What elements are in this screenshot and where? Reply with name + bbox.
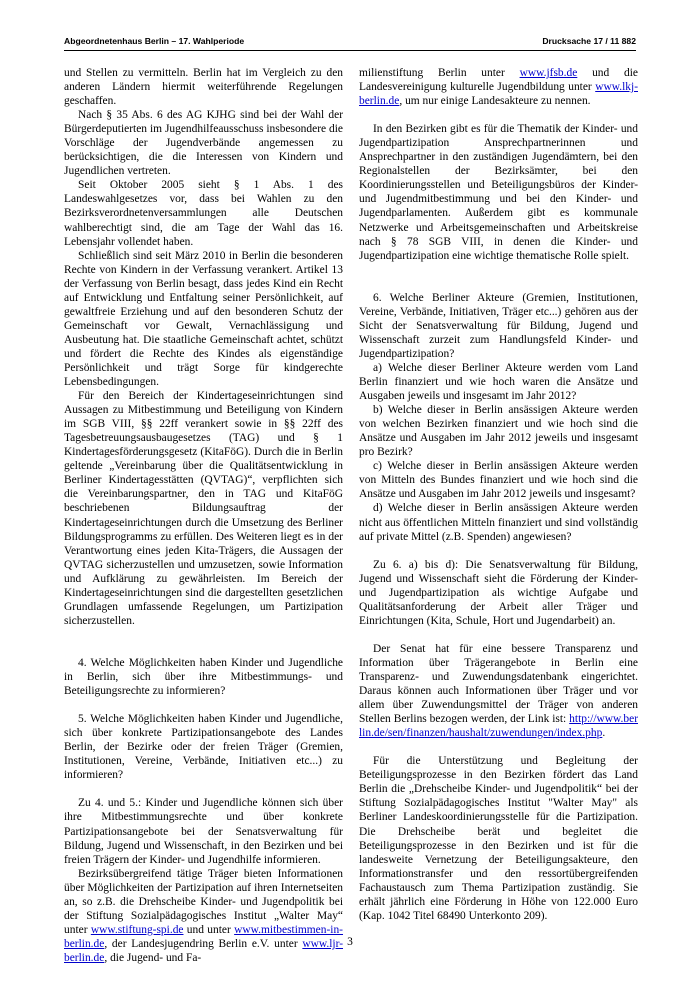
paragraph: und Stellen zu vermitteln. Berlin hat im Vergleich zu den anderen Ländern hiermit weiterführende Regelungen geschaffen.: [64, 67, 343, 108]
header-right: Drucksache 17 / 11 882: [542, 36, 636, 46]
paragraph: Schließlich sind seit März 2010 in Berlin die besonderen Rechte von Kindern in der Verfassung verankert. Artikel 13 der Verfassung von Berlin besagt, dass jedes Kind ein Recht auf Entwicklung und Entfaltung seiner Persönlichkeit, auf gewaltfreie Erziehung und auf den besonderen Schutz der Gemeinschaft vor Gewalt, Vernachlässigung und Ausbeutung hat. Die staatliche Gemeinschaft achtet, schützt und fördert die Rechte des Kindes als eigenständige Persönlichkeit und trägt Sorge für kindgerechte Lebensbedingungen.: [64, 249, 343, 389]
link-berlin-zuwendungen[interactable]: http://www.berlin.de/sen/finanzen/haushalt/zuwendungen/index.php: [359, 713, 638, 740]
paragraph: Für den Bereich der Kindertageseinrichtungen sind Aussagen zu Mitbestimmung und Beteiligung von Kindern im SGB VIII, §§ 22ff verankert sowie in §§ 22ff des Tagesbetreuungsausbaugesetzes (TAG) und § 1 Kindertagesförderungsgesetz (KitaFöG). Durch die in Berlin geltende „Vereinbarung über die Qualitätsentwicklung in Berliner Kindertagesstätten (QVTAG)“, verpflichten sich die Vereinbarungspartner, den in TAG und KitaFöG beschriebenen Bildungsauftrag der Kindertageseinrichtungen durch die Umsetzung des Berliner Bildungsprogramms zu erfüllen. Des Weiteren liegt es in der Verantwortung eines jeden Kita-Trägers, die Aussagen der QVTAG sicherzustellen und umzusetzen, sowie Information und Aufklärung zu gewährleisten. Im Bereich der Kindertageseinrichtungen sind die dargestellten gesetzlichen Grundlagen umfassende Regelungen, um Partizipation sicherzustellen.: [64, 390, 343, 627]
paragraph: Seit Oktober 2005 sieht § 1 Abs. 1 des Landeswahlgesetzes vor, dass bei Wahlen zu den Bezirksverordnetenversammlungen alle Deutschen wahlberechtigt sind, die am Tage der Wahl das 16. Lebensjahr vollendet haben.: [64, 179, 343, 248]
page-number: 3: [347, 936, 353, 948]
left-column: [64, 66, 343, 965]
link-mitbestimmen[interactable]: www.mitbestimmen-in-berlin.de: [64, 923, 343, 950]
link-lkj-berlin[interactable]: www.lkj-berlin.de: [359, 81, 638, 108]
paragraph: Für die Unterstützung und Begleitung der Beteiligungsprozesse in den Bezirken fördert das Land Berlin die „Drehscheibe Kinder- und Jugendpolitik“ bei der Stiftung Sozialpädagogisches Institut "Walter May" als Berliner Landeskoordinierungsstelle für die Partizipation. Die Drehscheibe berät und begleitet die Beteiligungsprozesse in den Bezirken und ist für die landesweite Vernetzung der Beteiligungsakteure, den Informationstransfer und den ressortübergreifenden Fachaustausch zum Thema Partizipation zuständig. Sie erhält jährlich eine Förderung in Höhe von 122.000 Euro (Kap. 1042 Titel 68490 Unterkonto 209).: [359, 755, 638, 922]
paragraph: Nach § 35 Abs. 6 des AG KJHG sind bei der Wahl der Bürgerdeputierten im Jugendhilfeausschuss insbesondere die Vorschläge der Jugendverbände angemessen zu berücksichtigen, die die Interessen von Kindern und Jugendlichen vertreten.: [64, 109, 343, 178]
question-6: 6. Welche Berliner Akteure (Gremien, Institutionen, Vereine, Verbände, Initiativen, Träger etc...) gehören aus der Sicht der Senatsverwaltung für Bildung, Jugend und Wissenschaft zurzeit zum Handlungsfeld Kinder- und Jugendpartizipation?: [359, 291, 638, 360]
question-6a: a) Welche dieser Berliner Akteure werden vom Land Berlin finanziert und wie hoch waren die Ansätze und Ausgaben jeweils und insgesamt im Jahr 2012?: [359, 361, 638, 403]
question-6b: b) Welche dieser in Berlin ansässigen Akteure werden von welchen Bezirken finanziert und wie hoch sind die Ansätze und Ausgaben im Jahr 2012 jeweils und insgesamt pro Bezirk?: [359, 404, 638, 459]
question-4: 4. Welche Möglichkeiten haben Kinder und Jugendliche in Berlin, sich über ihre Mitbestimmungs- und Beteiligungsrechte zu informieren?: [64, 656, 343, 698]
header-left: Abgeordnetenhaus Berlin – 17. Wahlperiode: [64, 36, 245, 46]
link-stiftung-spi[interactable]: www.stiftung-spi.de: [90, 923, 184, 936]
link-ljr-berlin[interactable]: www.ljr-berlin.de: [64, 937, 343, 964]
question-5: 5. Welche Möglichkeiten haben Kinder und Jugendliche, sich über konkrete Partizipationsangebote des Landes Berlin, der Bezirke oder der freien Träger (Gremien, Institutionen, Vereine, Verbände, Initiativen etc...) zu informieren?: [64, 713, 343, 782]
paragraph-links: Bezirksübergreifend tätige Träger bieten Informationen über Möglichkeiten der Partizipation auf ihren Internetseiten an, so z.B. die Drehscheibe Kinder- und Jugendpolitik bei der Stiftung Sozialpädagogisches Institut „Walter May“ unter www.stiftung-spi.de und unter www.mitbestimmen-in-berlin.de, der Landesjugendring Berlin e.V. unter www.ljr-berlin.de, die Jugend- und Fa-: [64, 867, 343, 964]
question-6c: c) Welche dieser in Berlin ansässigen Akteure werden von Mitteln des Bundes finanziert und wie hoch sind die Ansätze und Ausgaben im Jahr 2012 jeweils und insgesamt?: [359, 460, 638, 501]
paragraph: In den Bezirken gibt es für die Thematik der Kinder- und Jugendpartizipation Ansprechpartnerinnen und Ansprechpartner in den zuständigen Jugendämtern, bei den Regionalstellen der Bezirksämter, bei den Koordinierungsstellen und Beteiligungsbüros der Kinder- und Jugendmitbestimmung und bei den Kinder- und Jugendparlamenten. Außerdem gibt es kommunale Netzwerke und Arbeitsgemeinschaften und Arbeitskreise nach § 78 SGB VIII, in denen die Kinder- und Jugendpartizipation eine wichtige thematische Rolle spielt.: [359, 123, 638, 262]
question-6d: d) Welche dieser in Berlin ansässigen Akteure werden nicht aus öffentlichen Mitteln finanziert und sind vollständig auf private Mittel (z.B. Spenden) angewiesen?: [359, 502, 638, 543]
answer-4-5: Zu 4. und 5.: Kinder und Jugendliche können sich über ihre Mitbestimmungsrechte und über konkrete Partizipationsangebote bei der Senatsverwaltung für Bildung, Jugend und Wissenschaft, in den Bezirken und bei freien Trägern der Kinder- und Jugendhilfe informieren.: [64, 797, 343, 866]
paragraph-links: milienstiftung Berlin unter www.jfsb.de und die Landesvereinigung kulturelle Jugendbildung unter www.lkj-berlin.de, um nur einige Landesakteure zu nennen.: [359, 67, 638, 108]
page-header: [64, 36, 636, 51]
link-jfsb[interactable]: www.jfsb.de: [519, 67, 578, 79]
answer-6: Zu 6. a) bis d): Die Senatsverwaltung für Bildung, Jugend und Wissenschaft sieht die Förderung der Kinder- und Jugendpartizipation als wichtige Aufgabe und Qualitätsanforderung der Arbeit aller Träger und Einrichtungen (Kita, Schule, Hort und Jugendarbeit) an.: [359, 558, 638, 627]
paragraph-link: Der Senat hat für eine bessere Transparenz und Information über Trägerangebote in Berlin eine Transparenz- und Zuwendungsdatenbank eingerichtet. Daraus können auch Informationen über Träger und vor allem über Zuwendungsmittel der Träger von anderen Stellen Berlins bezogen werden, der Link ist: http://www.berlin.de/sen/finanzen/haushalt/zuwendungen/index.php.: [359, 642, 638, 740]
right-column: [359, 66, 638, 923]
